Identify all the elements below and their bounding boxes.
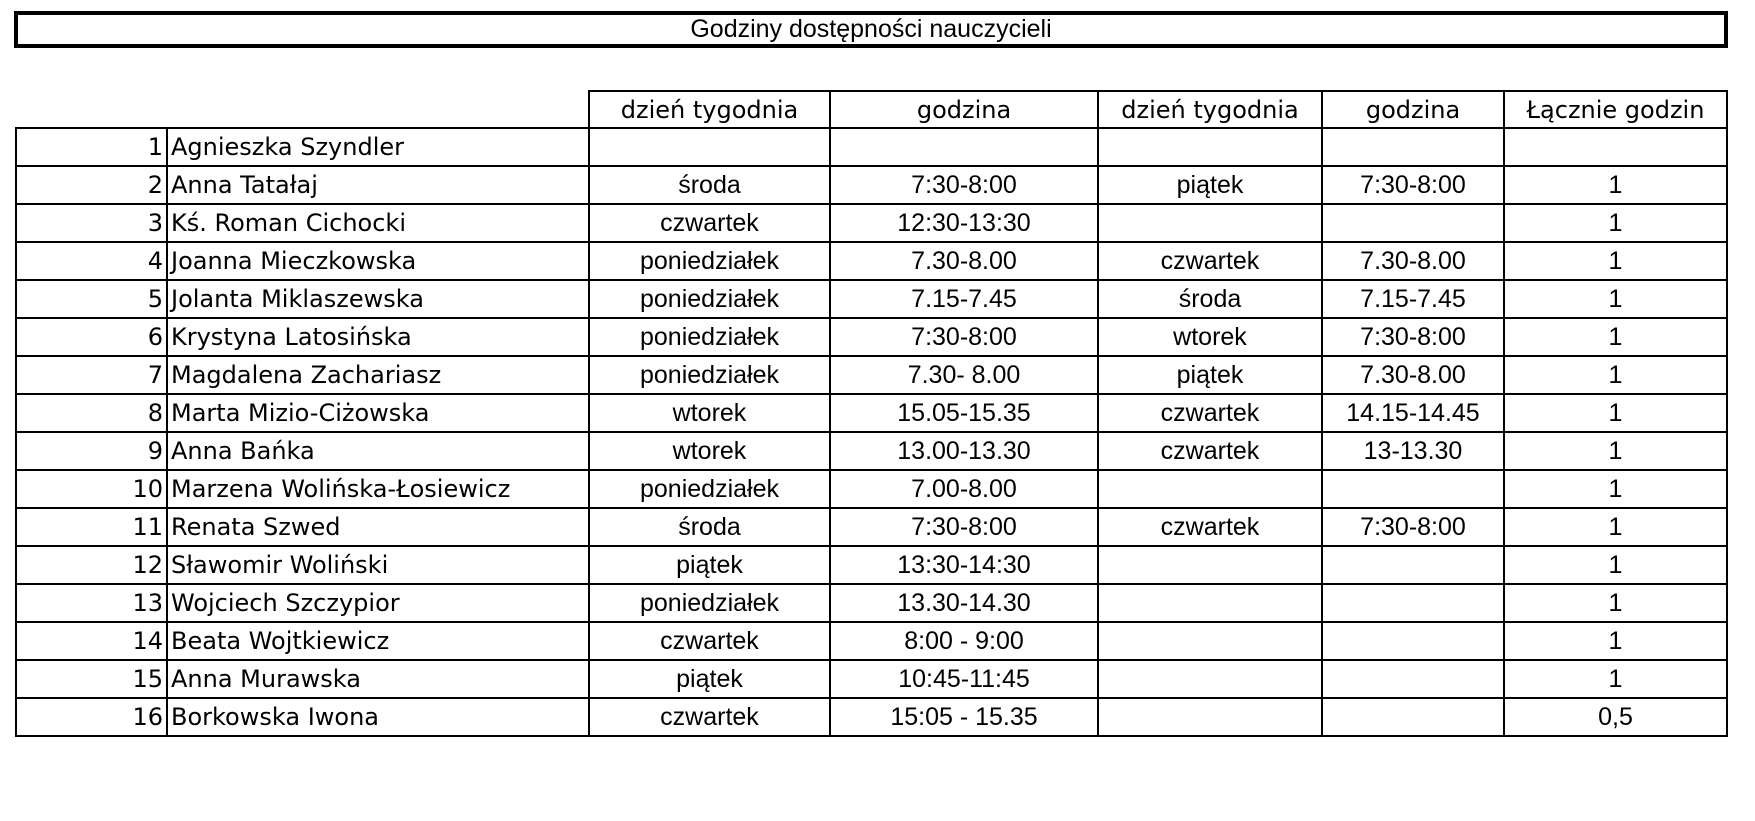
teacher-name: Sławomir Woliński <box>167 546 589 584</box>
day-2-cell: czwartek <box>1098 242 1322 280</box>
day-2-cell <box>1098 698 1322 736</box>
hour-2-cell: 7:30-8:00 <box>1322 318 1504 356</box>
teacher-name: Marta Mizio-Ciżowska <box>167 394 589 432</box>
row-number: 15 <box>16 660 167 698</box>
hour-1-cell: 8:00 - 9:00 <box>830 622 1098 660</box>
total-hours-cell: 1 <box>1504 432 1727 470</box>
teacher-name: Borkowska Iwona <box>167 698 589 736</box>
day-1-cell: wtorek <box>589 432 830 470</box>
total-hours-cell: 1 <box>1504 280 1727 318</box>
header-row <box>16 91 1727 128</box>
total-hours-cell: 1 <box>1504 584 1727 622</box>
hour-1-cell: 15:05 - 15.35 <box>830 698 1098 736</box>
hour-1-cell: 13.00-13.30 <box>830 432 1098 470</box>
hour-1-cell: 15.05-15.35 <box>830 394 1098 432</box>
row-number: 3 <box>16 204 167 242</box>
total-hours-cell: 1 <box>1504 318 1727 356</box>
hour-2-cell: 7:30-8:00 <box>1322 508 1504 546</box>
day-2-cell: czwartek <box>1098 394 1322 432</box>
teacher-name: Krystyna Latosińska <box>167 318 589 356</box>
teacher-name: Anna Murawska <box>167 660 589 698</box>
total-hours-cell: 1 <box>1504 622 1727 660</box>
header-hour-1: godzina <box>830 91 1098 128</box>
table-row <box>16 242 1727 280</box>
hour-1-cell: 7:30-8:00 <box>830 318 1098 356</box>
teacher-name: Kś. Roman Cichocki <box>167 204 589 242</box>
total-hours-cell <box>1504 128 1727 166</box>
day-1-cell: czwartek <box>589 698 830 736</box>
total-hours-cell: 1 <box>1504 356 1727 394</box>
hour-2-cell <box>1322 622 1504 660</box>
row-number: 4 <box>16 242 167 280</box>
row-number: 7 <box>16 356 167 394</box>
hour-1-cell: 7.00-8.00 <box>830 470 1098 508</box>
day-2-cell: piątek <box>1098 166 1322 204</box>
hour-2-cell <box>1322 698 1504 736</box>
teacher-name: Agnieszka Szyndler <box>167 128 589 166</box>
day-2-cell: czwartek <box>1098 432 1322 470</box>
hour-2-cell <box>1322 584 1504 622</box>
day-2-cell <box>1098 204 1322 242</box>
hour-2-cell: 14.15-14.45 <box>1322 394 1504 432</box>
teacher-name: Joanna Mieczkowska <box>167 242 589 280</box>
total-hours-cell: 1 <box>1504 546 1727 584</box>
hour-1-cell: 12:30-13:30 <box>830 204 1098 242</box>
teacher-name: Marzena Wolińska-Łosiewicz <box>167 470 589 508</box>
total-hours-cell: 1 <box>1504 508 1727 546</box>
day-1-cell: czwartek <box>589 204 830 242</box>
teacher-name: Anna Bańka <box>167 432 589 470</box>
teacher-name: Renata Szwed <box>167 508 589 546</box>
total-hours-cell: 1 <box>1504 470 1727 508</box>
day-1-cell <box>589 128 830 166</box>
total-hours-cell: 0,5 <box>1504 698 1727 736</box>
hour-2-cell: 7.15-7.45 <box>1322 280 1504 318</box>
header-hour-2: godzina <box>1322 91 1504 128</box>
row-number: 6 <box>16 318 167 356</box>
row-number: 11 <box>16 508 167 546</box>
day-2-cell <box>1098 660 1322 698</box>
row-number: 1 <box>16 128 167 166</box>
table-row <box>16 622 1727 660</box>
day-1-cell: poniedziałek <box>589 584 830 622</box>
day-1-cell: poniedziałek <box>589 280 830 318</box>
table-row <box>16 508 1727 546</box>
table-row <box>16 546 1727 584</box>
table-row <box>16 204 1727 242</box>
total-hours-cell: 1 <box>1504 394 1727 432</box>
table-row <box>16 128 1727 166</box>
day-2-cell <box>1098 470 1322 508</box>
day-2-cell <box>1098 546 1322 584</box>
header-day-1: dzień tygodnia <box>589 91 830 128</box>
row-number: 14 <box>16 622 167 660</box>
row-number: 9 <box>16 432 167 470</box>
hour-2-cell <box>1322 204 1504 242</box>
table-row <box>16 660 1727 698</box>
hour-1-cell <box>830 128 1098 166</box>
day-1-cell: środa <box>589 166 830 204</box>
day-1-cell: czwartek <box>589 622 830 660</box>
total-hours-cell: 1 <box>1504 660 1727 698</box>
hour-2-cell: 13-13.30 <box>1322 432 1504 470</box>
table-row <box>16 318 1727 356</box>
day-2-cell <box>1098 622 1322 660</box>
hour-1-cell: 7:30-8:00 <box>830 508 1098 546</box>
hour-1-cell: 7.30- 8.00 <box>830 356 1098 394</box>
hour-2-cell <box>1322 470 1504 508</box>
header-total: Łącznie godzin <box>1504 91 1727 128</box>
teacher-name: Anna Tatałaj <box>167 166 589 204</box>
hour-1-cell: 13:30-14:30 <box>830 546 1098 584</box>
hour-1-cell: 7.15-7.45 <box>830 280 1098 318</box>
page-title: Godziny dostępności nauczycieli <box>14 11 1728 48</box>
hour-1-cell: 13.30-14.30 <box>830 584 1098 622</box>
table-body <box>16 91 1727 736</box>
hour-1-cell: 7:30-8:00 <box>830 166 1098 204</box>
total-hours-cell: 1 <box>1504 242 1727 280</box>
day-1-cell: piątek <box>589 660 830 698</box>
table-row <box>16 166 1727 204</box>
table-row <box>16 584 1727 622</box>
table-row <box>16 432 1727 470</box>
teacher-name: Jolanta Miklaszewska <box>167 280 589 318</box>
day-2-cell <box>1098 128 1322 166</box>
hour-2-cell <box>1322 128 1504 166</box>
row-number: 16 <box>16 698 167 736</box>
day-1-cell: poniedziałek <box>589 470 830 508</box>
row-number: 8 <box>16 394 167 432</box>
table-row <box>16 698 1727 736</box>
row-number: 10 <box>16 470 167 508</box>
day-1-cell: wtorek <box>589 394 830 432</box>
day-2-cell: piątek <box>1098 356 1322 394</box>
teacher-name: Magdalena Zachariasz <box>167 356 589 394</box>
day-2-cell: środa <box>1098 280 1322 318</box>
table-row <box>16 356 1727 394</box>
table-row <box>16 394 1727 432</box>
day-2-cell: wtorek <box>1098 318 1322 356</box>
teacher-name: Wojciech Szczypior <box>167 584 589 622</box>
teacher-name: Beata Wojtkiewicz <box>167 622 589 660</box>
header-day-2: dzień tygodnia <box>1098 91 1322 128</box>
hour-2-cell <box>1322 546 1504 584</box>
row-number: 5 <box>16 280 167 318</box>
hour-2-cell: 7:30-8:00 <box>1322 166 1504 204</box>
hour-2-cell: 7.30-8.00 <box>1322 356 1504 394</box>
day-1-cell: poniedziałek <box>589 356 830 394</box>
table-row <box>16 470 1727 508</box>
day-2-cell: czwartek <box>1098 508 1322 546</box>
row-number: 12 <box>16 546 167 584</box>
header-blank-cell <box>16 91 589 128</box>
hour-1-cell: 7.30-8.00 <box>830 242 1098 280</box>
day-2-cell <box>1098 584 1322 622</box>
day-1-cell: poniedziałek <box>589 242 830 280</box>
day-1-cell: poniedziałek <box>589 318 830 356</box>
table-row <box>16 280 1727 318</box>
day-1-cell: środa <box>589 508 830 546</box>
row-number: 2 <box>16 166 167 204</box>
availability-table <box>15 90 1728 737</box>
hour-2-cell: 7.30-8.00 <box>1322 242 1504 280</box>
total-hours-cell: 1 <box>1504 204 1727 242</box>
row-number: 13 <box>16 584 167 622</box>
hour-2-cell <box>1322 660 1504 698</box>
total-hours-cell: 1 <box>1504 166 1727 204</box>
day-1-cell: piątek <box>589 546 830 584</box>
hour-1-cell: 10:45-11:45 <box>830 660 1098 698</box>
